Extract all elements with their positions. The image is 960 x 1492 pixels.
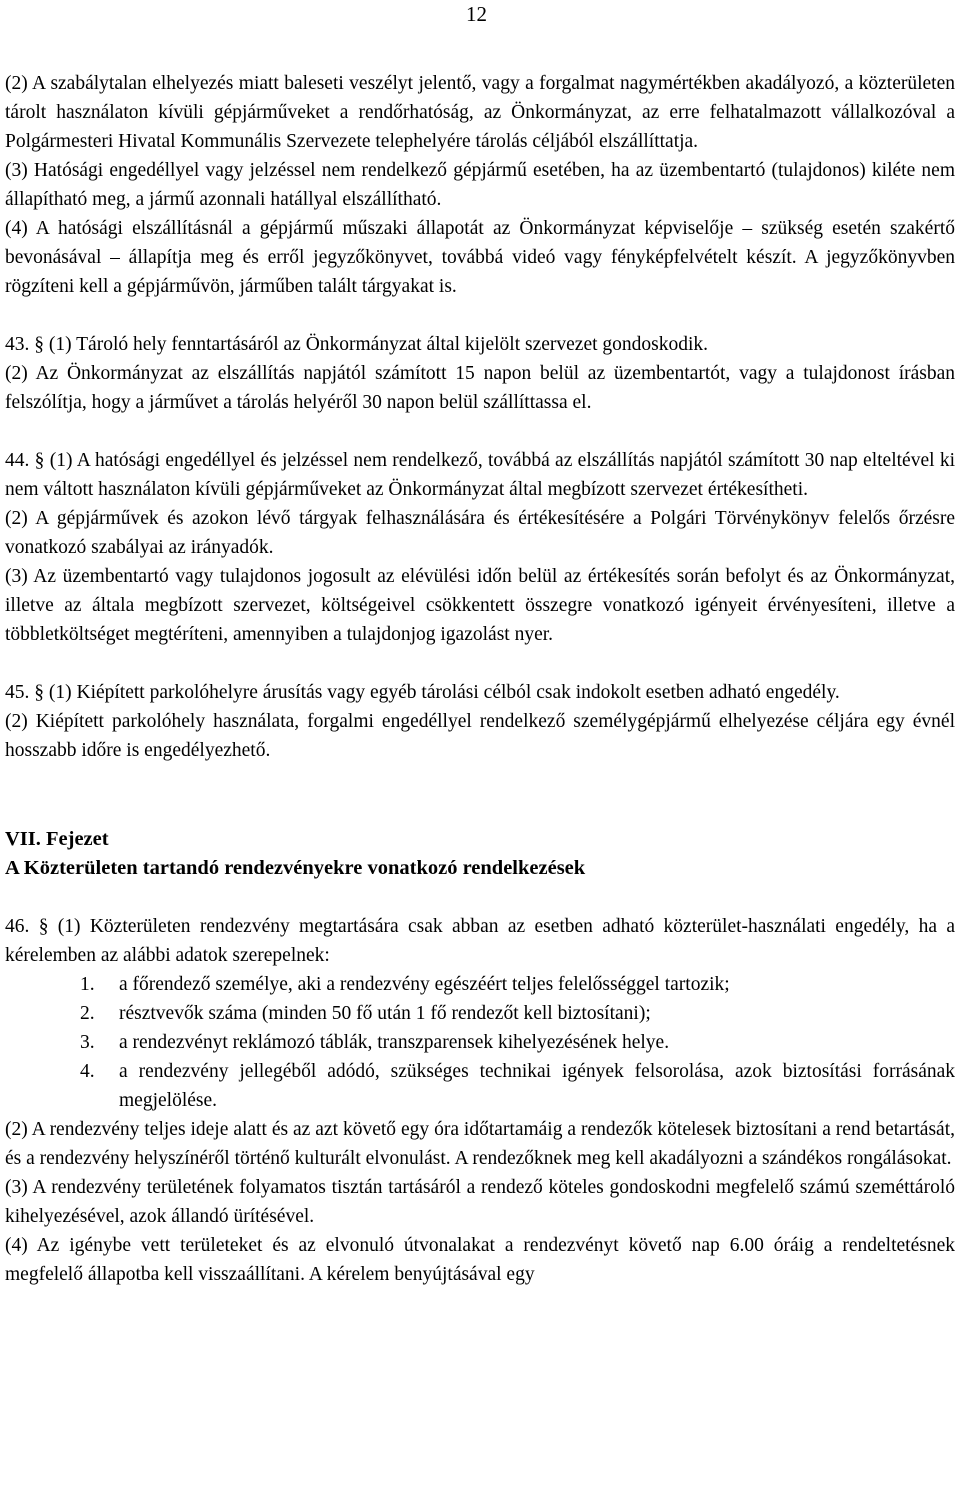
page-number: 12 — [466, 2, 487, 26]
list-item — [5, 999, 955, 1028]
list-item-number: 1. — [80, 974, 95, 995]
section-44-paragraph: (2) A gépjárművek és azokon lévő tárgyak felhasználására és értékesítésére a Polgári Törvénykönyv felelős őrzésre vonatkozó szabályai az irányadók. — [5, 508, 955, 558]
list-item-text: a rendezvény jellegéből adódó, szükséges technikai igények felsorolása, azok biztosítási forrásának megjelölése. — [119, 1061, 955, 1111]
list-item-number: 3. — [80, 1032, 95, 1053]
section-46-intro: 46. § (1) Közterületen rendezvény megtartására csak abban az esetben adható közterület-használati engedély, ha a kérelemben az alábbi adatok szerepelnek: — [5, 916, 955, 966]
list-item-number: 2. — [80, 1003, 95, 1024]
list-item-number: 4. — [80, 1061, 95, 1082]
list-item — [5, 1028, 955, 1057]
section-46-paragraph: (3) A rendezvény területének folyamatos tisztán tartásáról a rendező köteles gondoskodni megfelelő számú szeméttároló kihelyezésével, azok állandó ürítésével. — [5, 1177, 955, 1227]
list-item — [5, 1057, 955, 1115]
section-45-paragraph: (2) Kiépített parkolóhely használata, forgalmi engedéllyel rendelkező személygépjármű elhelyezése céljára egy évnél hosszabb időre is engedélyezhető. — [5, 711, 955, 761]
section-46-paragraph: (2) A rendezvény teljes ideje alatt és az azt követő egy óra időtartamáig a rendezők kötelesek biztosítani a rend betartását, és a rendezvény helyszínéről történő kulturált elvonulást. A rendezőknek meg kell akadályozni a szándékos rongálásokat. — [5, 1119, 955, 1169]
list-item-text: résztvevők száma (minden 50 fő után 1 fő rendezőt kell biztosítani); — [119, 1003, 651, 1024]
section-46-paragraph: (4) Az igénybe vett területeket és az elvonuló útvonalakat a rendezvényt követő nap 6.00 óráig a rendeltetésnek megfelelő állapotba kell visszaállítani. A kérelem benyújtásával egy — [5, 1235, 955, 1285]
list-item — [5, 970, 955, 999]
list-item-text: a rendezvényt reklámozó táblák, transzparensek kihelyezésének helye. — [119, 1032, 670, 1053]
paragraph: (2) A szabálytalan elhelyezés miatt baleseti veszélyt jelentő, vagy a forgalmat nagymértékben akadályozó, a közterületen tárolt használaton kívüli gépjárműveket a rendőrhatóság, az Önkormányzat, az erre felhatalmazott vállalkozóval a Polgármesteri Hivatal Kommunális Szervezete telephelyére tárolás céljából elszállíttatja. — [5, 73, 955, 152]
chapter-number: VII. Fejezet — [5, 828, 109, 850]
section-44-paragraph: (3) Az üzembentartó vagy tulajdonos jogosult az elévülési időn belül az értékesítés során befolyt és az Önkormányzat, illetve az általa megbízott szervezet, költségeivel csökkentett összegre vonatkozó igényeit érvényesíteni, illetve a többletköltséget megtéríteni, amennyiben a tulajdonjog igazolást nyer. — [5, 566, 955, 645]
paragraph: (3) Hatósági engedéllyel vagy jelzéssel nem rendelkező gépjármű esetében, ha az üzembentartó (tulajdonos) kiléte nem állapítható meg, a jármű azonnali hatállyal elszállítható. — [5, 160, 955, 210]
list-item-text: a főrendező személye, aki a rendezvény egészéért teljes felelősséggel tartozik; — [119, 974, 730, 995]
chapter-title: A Közterületen tartandó rendezvényekre vonatkozó rendelkezések — [5, 857, 586, 879]
section-43-paragraph: (2) Az Önkormányzat az elszállítás napjától számított 15 napon belül az üzembentartót, vagy a tulajdonost írásban felszólítja, hogy a járművet a tárolás helyéről 30 napon belül szállíttassa el. — [5, 363, 955, 413]
section-45-paragraph: 45. § (1) Kiépített parkolóhelyre árusítás vagy egyéb tárolási célból csak indokolt esetben adható engedély. — [5, 682, 840, 703]
section-44-paragraph: 44. § (1) A hatósági engedéllyel és jelzéssel nem rendelkező, továbbá az elszállítás napjától számított 30 nap elteltével ki nem váltott használaton kívüli gépjárműveket az Önkormányzat által megbízott szervezet értékesítheti. — [5, 450, 955, 500]
document-body — [5, 69, 955, 1289]
requirements-list — [5, 970, 955, 1115]
paragraph: (4) A hatósági elszállításnál a gépjármű műszaki állapotát az Önkormányzat képviselője – szükség esetén szakértő bevonásával – állapítja meg és erről jegyzőkönyvet, továbbá videó vagy fényképfelvételt készít. A jegyzőkönyvben rögzíteni kell a gépjárművön, járműben talált tárgyakat is. — [5, 218, 955, 297]
section-43-paragraph: 43. § (1) Tároló hely fenntartásáról az Önkormányzat által kijelölt szervezet gondoskodik. — [5, 334, 709, 355]
